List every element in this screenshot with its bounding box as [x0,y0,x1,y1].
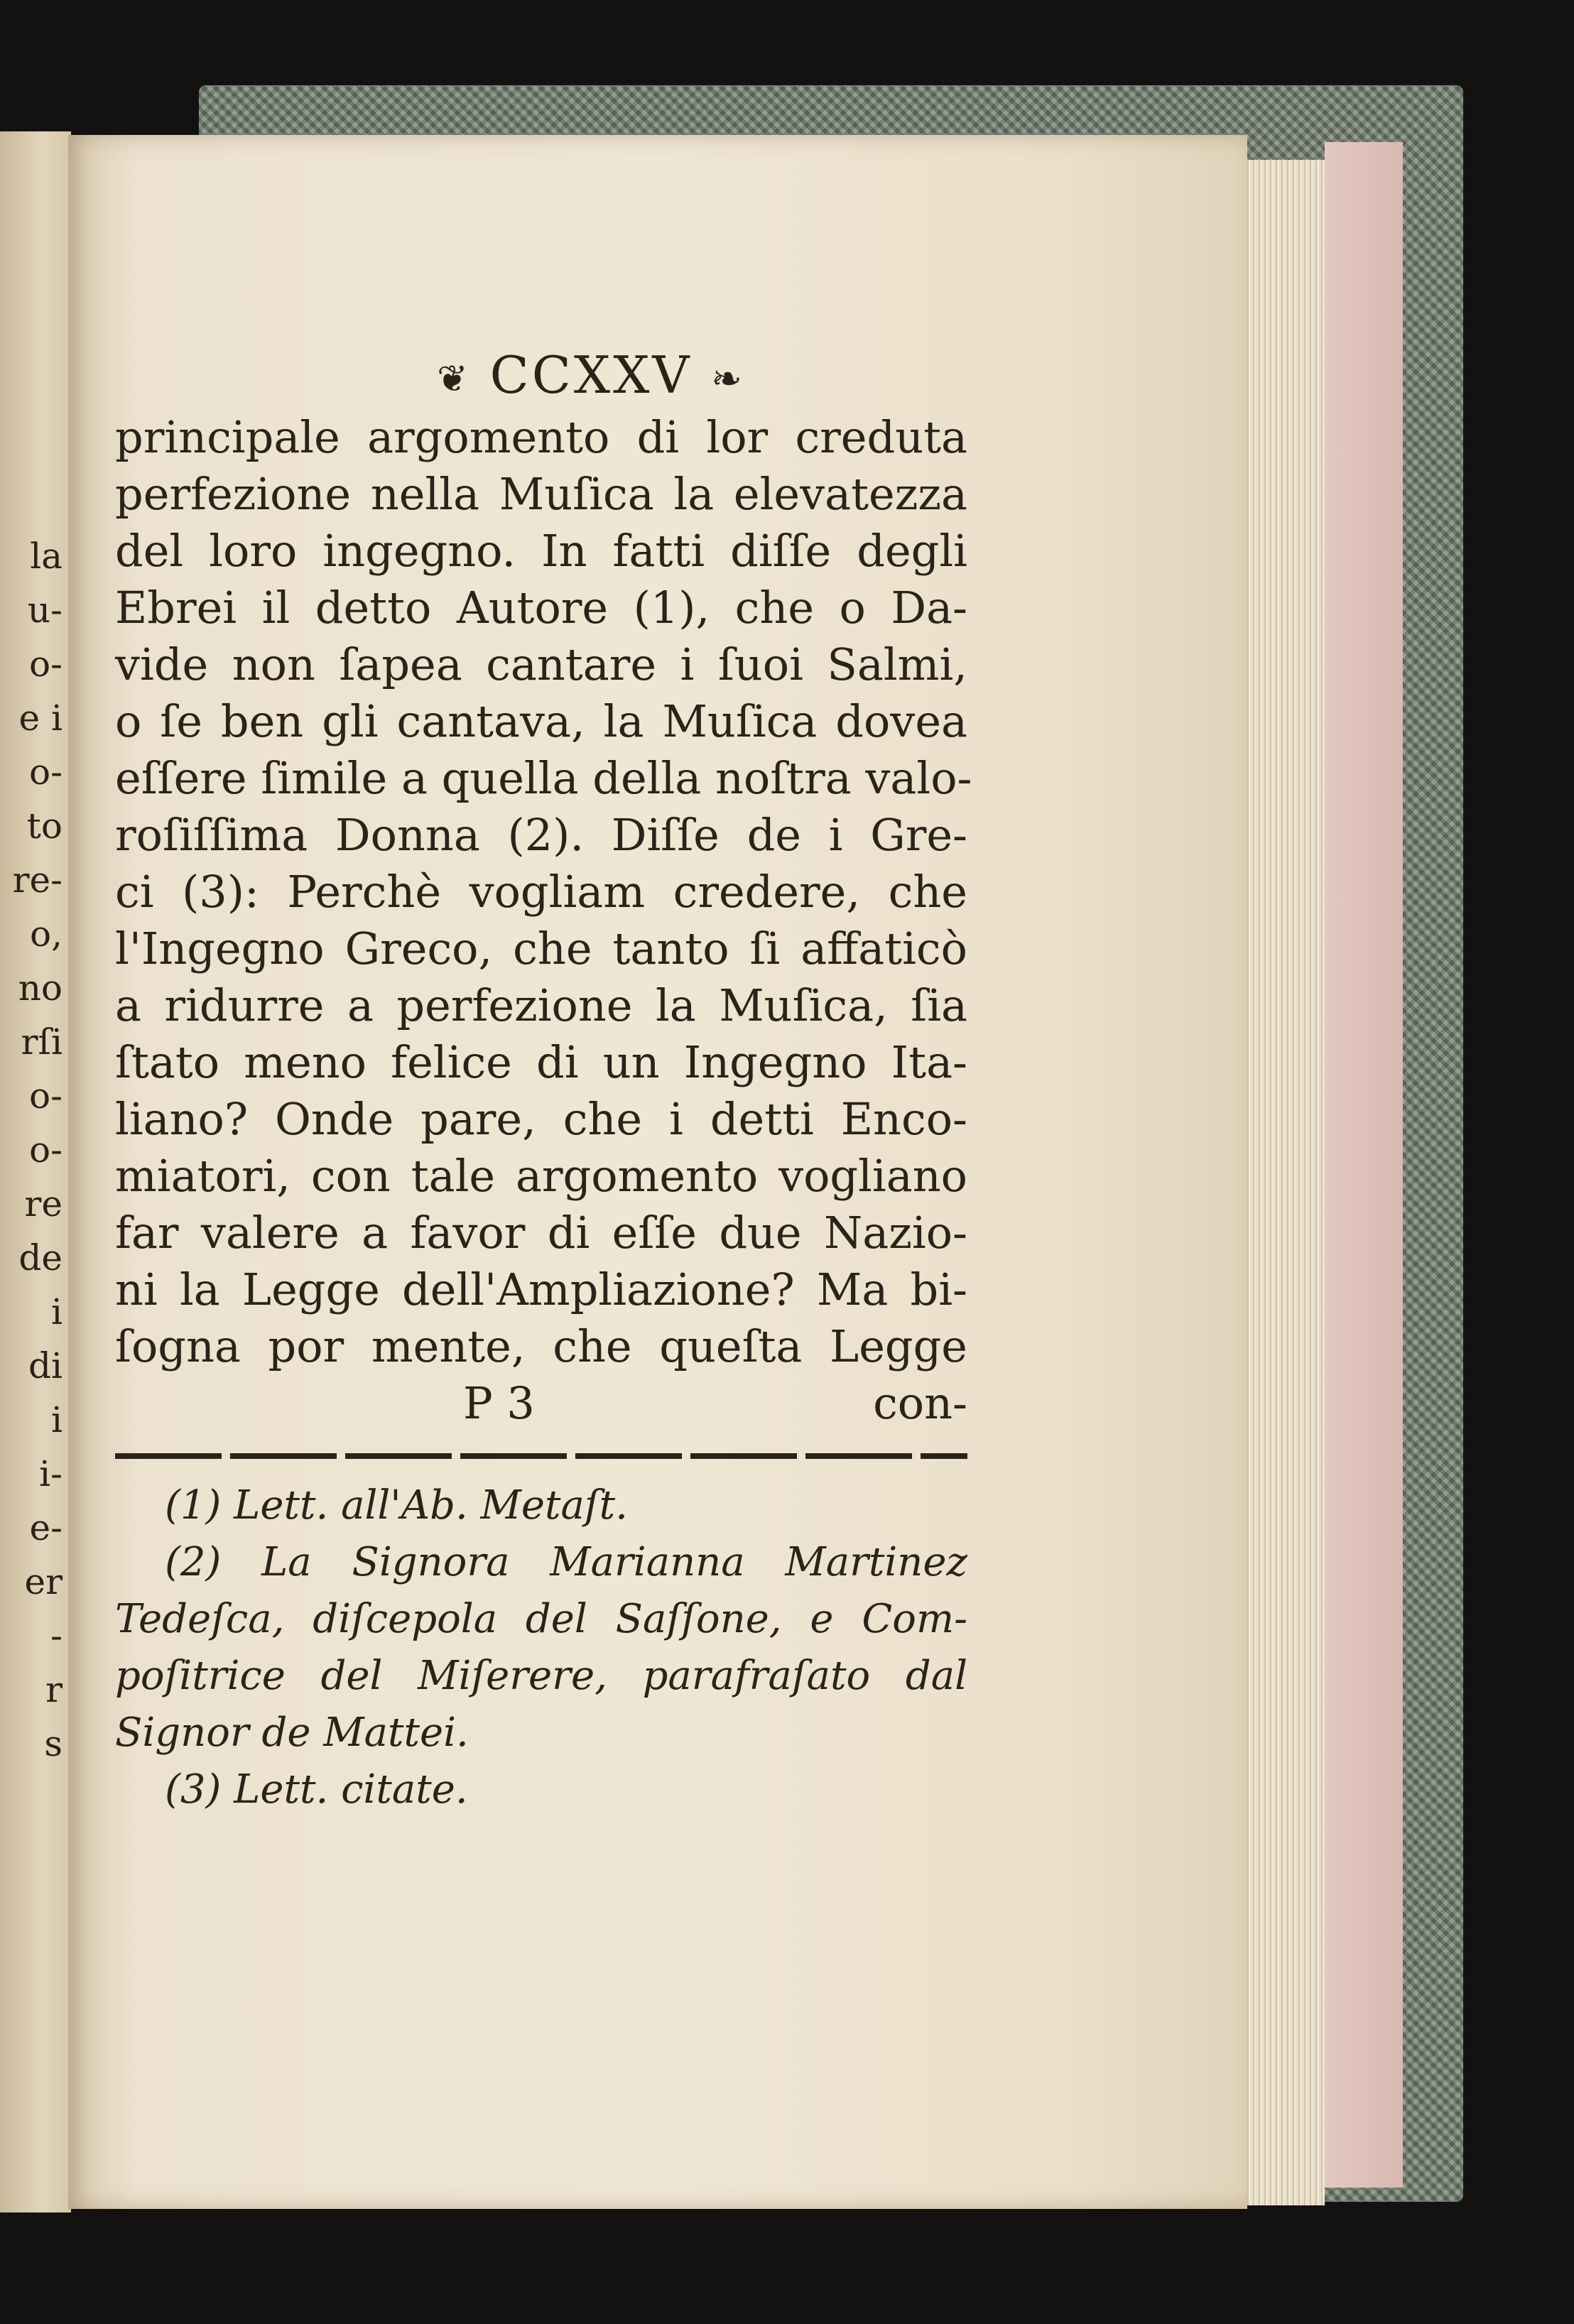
page-text-block [115,341,972,1818]
body-line: perfezione nella Muſica la elevatezza [115,468,967,520]
footnote-line: poſitrice del Miſerere, parafraſato dal [115,1653,967,1699]
body-line: ni la Legge dell'Ampliazione? Ma bi- [115,1264,967,1315]
body-line: ci (3): Perchè vogliam credere, che [115,866,967,918]
footnotes [115,1477,967,1818]
body-line: Ebrei il detto Autore (1), che o Da- [115,582,967,634]
body-line: roſiſſima Donna (2). Diſſe de i Gre- [115,809,967,861]
previous-page-fragment: r [45,1669,63,1710]
right-ornament-icon: ❧ [711,358,745,401]
previous-page-fragment: o- [29,1129,63,1171]
previous-page-fragment: u- [27,590,63,631]
previous-page-fragment: o- [29,1075,63,1117]
footnote-line: (2) La Signora Marianna Martinez [165,1539,967,1585]
previous-page-fragment: o, [30,913,63,955]
page-fore-edge [1239,160,1325,2205]
body-line: liano? Onde pare, che i detti Enco- [115,1093,967,1145]
body-line: far valere a favor di eſſe due Nazio- [115,1207,967,1259]
footnote-rule [115,1453,967,1459]
running-header [115,341,967,409]
previous-page-fragment: re- [12,859,63,901]
previous-page-fragment: o- [29,751,63,793]
previous-page-fragment: s [44,1723,63,1764]
previous-page-fragment: la [30,536,63,577]
previous-page-fragment: i- [39,1453,63,1494]
body-line: principale argomento di lor creduta [115,411,967,463]
previous-page-fragment: de [18,1237,63,1278]
left-ornament-icon: ❦ [437,358,471,401]
previous-page-fragment: e i [18,697,63,739]
body-line: miatori, con tale argomento vogliano [115,1150,967,1202]
catchword: con- [873,1377,967,1429]
body-line: ſogna por mente, che queſta Legge [115,1320,967,1372]
previous-page-fragment: i [51,1399,63,1440]
body-line: a ridurre a perfezione la Muſica, ſia [115,979,967,1031]
body-line: del loro ingegno. In fatti diſſe degli [115,525,967,577]
previous-page-sliver [0,131,71,2212]
previous-page-fragment: rſi [21,1021,63,1063]
previous-page-fragment: o- [29,644,63,685]
body-line: l'Ingegno Greco, che tanto ſi affaticò [115,923,967,974]
previous-page-fragment: to [26,805,63,847]
previous-page-fragment: di [28,1345,63,1386]
previous-page-fragment: er [24,1561,63,1602]
previous-page-fragment: e- [29,1507,63,1548]
signature-mark: P 3 [463,1377,535,1429]
body-text [115,409,972,1375]
body-line: vide non ſapea cantare i ſuoi Salmi, [115,639,967,690]
body-line: eſſere ſimile a quella della noſtra valo- [115,752,972,804]
previous-page-fragment: i [51,1291,63,1332]
page-number: CCXXV [489,345,693,405]
footnote-line: (1) Lett. all'Ab. Metaſt. [165,1482,628,1528]
previous-page-fragment: re [24,1183,63,1225]
back-endpaper [1325,142,1403,2188]
body-line: ſtato meno felice di un Ingegno Ita- [115,1036,967,1088]
previous-page-fragment: - [50,1615,63,1656]
body-line: o ſe ben gli cantava, la Muſica dovea [115,695,967,747]
previous-page-fragment: no [18,967,63,1009]
footnote-line: Signor de Mattei. [115,1710,469,1756]
footnote-line: (3) Lett. citate. [165,1766,468,1813]
footnote-line: Tedeſca, diſcepola del Saſſone, e Com- [115,1596,967,1642]
signature-line [115,1375,967,1432]
previous-page-fragments [3,529,67,1771]
